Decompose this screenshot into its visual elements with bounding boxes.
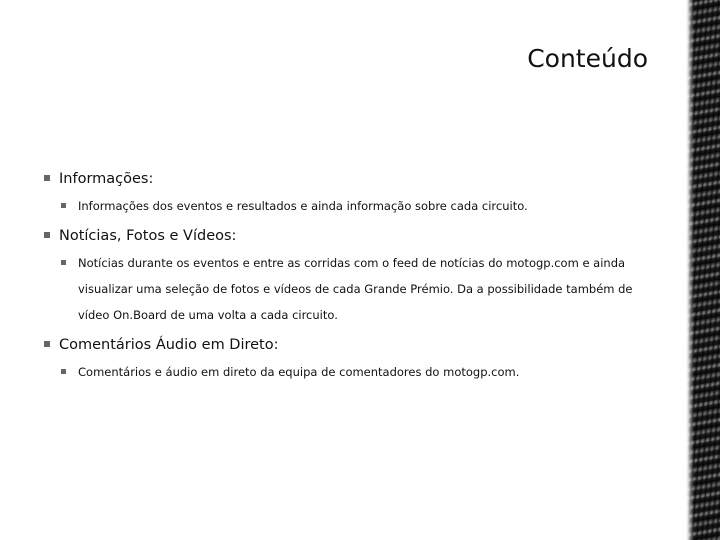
list-item-heading: Comentários Áudio em Direto: <box>59 337 279 353</box>
sub-list-item-text: Informações dos eventos e resultados e ainda informação sobre cada circuito. <box>78 199 528 213</box>
sub-list-item-text: Notícias durante os eventos e entre as corridas com o feed de notícias do motogp.com e ainda visualizar uma seleção de fotos e vídeos de cada Grande Prémio. Da a possibilidade também de vídeo On.Board de uma volta a cada circuito. <box>78 256 633 322</box>
list-item <box>44 222 664 250</box>
sub-list-item <box>44 250 664 328</box>
sub-list-item-text: Comentários e áudio em direto da equipa de comentadores do motogp.com. <box>78 365 520 379</box>
list-item-heading: Notícias, Fotos e Vídeos: <box>59 228 237 244</box>
decorative-border <box>684 0 720 540</box>
list-item <box>44 165 664 193</box>
sub-list-item <box>44 359 664 385</box>
square-bullet-icon <box>44 232 50 238</box>
square-bullet-icon <box>44 341 50 347</box>
list-item <box>44 331 664 359</box>
sub-list <box>44 193 664 219</box>
sub-list <box>44 359 664 385</box>
square-bullet-icon <box>61 260 66 265</box>
list-item-heading: Informações: <box>59 171 154 187</box>
square-bullet-icon <box>61 369 66 374</box>
bullet-list <box>44 165 664 385</box>
square-bullet-icon <box>44 175 50 181</box>
sub-list <box>44 250 664 328</box>
slide-title: Conteúdo <box>527 44 648 73</box>
sub-list-item <box>44 193 664 219</box>
square-bullet-icon <box>61 203 66 208</box>
